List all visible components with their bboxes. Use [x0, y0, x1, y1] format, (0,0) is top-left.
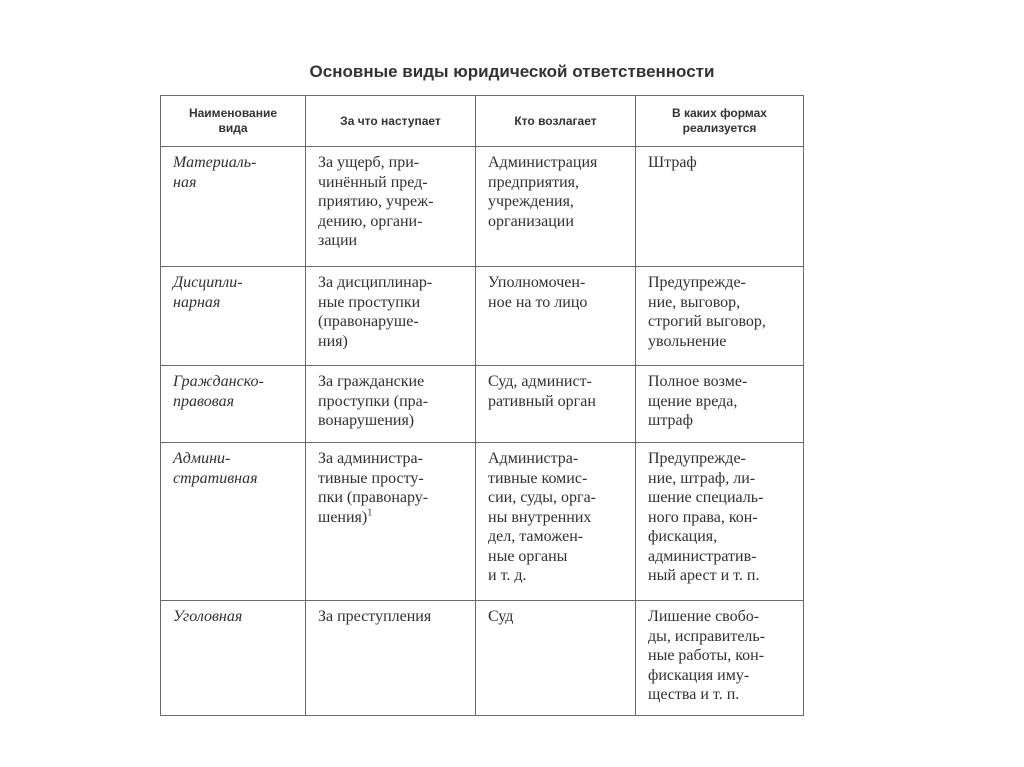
- cell-forms: Предупрежде- ние, выговор, строгий выговор, увольнение: [636, 267, 804, 366]
- cell-type: Дисципли- нарная: [161, 267, 306, 366]
- table-row: [161, 267, 804, 366]
- header-forms: В каких формах реализуется: [636, 96, 804, 147]
- cell-forms: Штраф: [636, 147, 804, 267]
- responsibility-table: [160, 95, 804, 716]
- cell-imposer: Уполномочен- ное на то лицо: [476, 267, 636, 366]
- cell-reason: За гражданские проступки (пра- вонарушения): [306, 366, 476, 443]
- cell-imposer: Суд, админист- ративный орган: [476, 366, 636, 443]
- cell-forms: Полное возме- щение вреда, штраф: [636, 366, 804, 443]
- cell-type: Гражданско- правовая: [161, 366, 306, 443]
- header-row: [161, 96, 804, 147]
- cell-reason: За дисциплинар- ные проступки (правонаруше- ния): [306, 267, 476, 366]
- cell-imposer: Суд: [476, 601, 636, 716]
- cell-reason: За администра- тивные просту- пки (правонару- шения)$^1$: [306, 443, 476, 601]
- table-title: Основные виды юридической ответственности: [309, 62, 715, 81]
- cell-type: Материаль- ная: [161, 147, 306, 267]
- table-row: [161, 366, 804, 443]
- cell-type: Админи- стративная: [161, 443, 306, 601]
- cell-imposer: Администра- тивные комис- сии, суды, орга- ны внутренних дел, таможен- ные органы и т. д.: [476, 443, 636, 601]
- header-reason: За что наступает: [306, 96, 476, 147]
- table-row: [161, 443, 804, 601]
- cell-forms: Предупрежде- ние, штраф, ли- шение специаль- ного права, кон- фискация, административ- ный арест и т. п.: [636, 443, 804, 601]
- header-type: Наименование вида: [161, 96, 306, 147]
- cell-reason: За ущерб, при- чинённый пред- приятию, учреж- дению, органи- зации: [306, 147, 476, 267]
- table-row: [161, 601, 804, 716]
- header-imposer: Кто возлагает: [476, 96, 636, 147]
- table-row: [161, 147, 804, 267]
- cell-imposer: Администрация предприятия, учреждения, организации: [476, 147, 636, 267]
- footnote-marker: 1: [367, 507, 373, 519]
- cell-forms: Лишение свобо- ды, исправитель- ные работы, кон- фискация иму- щества и т. п.: [636, 601, 804, 716]
- cell-type: Уголовная: [161, 601, 306, 716]
- cell-reason: За преступления: [306, 601, 476, 716]
